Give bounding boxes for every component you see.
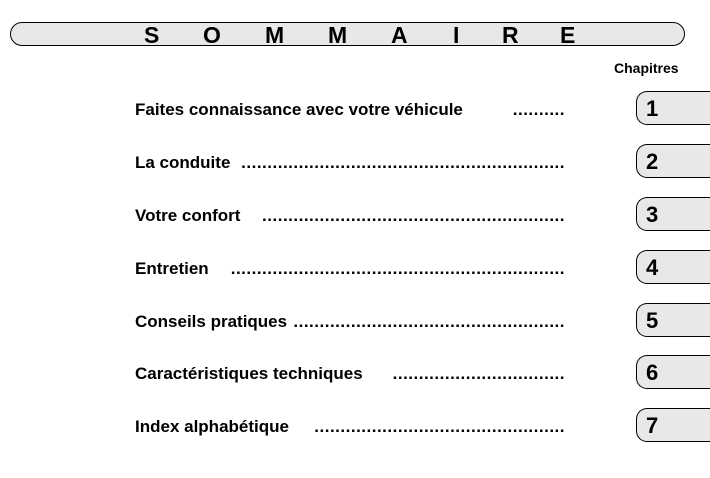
toc-entry-label[interactable]: Index alphabétique xyxy=(135,417,289,436)
toc-entry[interactable] xyxy=(0,308,710,348)
title-letter: S xyxy=(144,22,160,48)
toc-dot-leader: .......... xyxy=(512,100,565,119)
toc-dot-leader: .......................................................... xyxy=(262,206,565,225)
title-letter: I xyxy=(453,22,460,48)
toc-entry-label[interactable]: Caractéristiques techniques xyxy=(135,364,363,383)
title-letter: M xyxy=(265,22,285,48)
toc-entry[interactable] xyxy=(0,413,710,453)
chapter-number: 7 xyxy=(646,413,659,438)
toc-dot-leader: .................................................... xyxy=(293,312,565,331)
toc-entry-label[interactable]: Votre confort xyxy=(135,206,241,225)
chapter-tab[interactable] xyxy=(636,250,710,284)
chapter-number: 4 xyxy=(646,255,659,280)
toc-entry[interactable] xyxy=(0,96,710,136)
toc-entry[interactable] xyxy=(0,202,710,242)
toc-entry-label[interactable]: Faites connaissance avec votre véhicule xyxy=(135,100,463,119)
chapters-column-header: Chapitres xyxy=(614,60,679,76)
toc-dot-leader: .............................................................. xyxy=(241,153,565,172)
toc-entry-label[interactable]: Conseils pratiques xyxy=(135,312,288,331)
chapter-number: 6 xyxy=(646,360,659,385)
chapter-tab[interactable] xyxy=(636,303,710,337)
title-letter: O xyxy=(203,22,221,48)
chapter-tab[interactable] xyxy=(636,91,710,125)
title-banner xyxy=(10,22,685,46)
toc-entry[interactable] xyxy=(0,255,710,295)
chapter-number: 1 xyxy=(646,96,659,121)
toc-entry[interactable] xyxy=(0,360,710,400)
toc-dot-leader: ................................. xyxy=(392,364,565,383)
title-letter: M xyxy=(328,22,348,48)
chapter-tab[interactable] xyxy=(636,355,710,389)
toc-entry[interactable] xyxy=(0,149,710,189)
toc-dot-leader: ................................................................ xyxy=(230,259,565,278)
title-letter: R xyxy=(502,22,519,48)
chapter-number: 3 xyxy=(646,202,659,227)
title-letter: E xyxy=(560,22,576,48)
chapter-number: 5 xyxy=(646,308,659,333)
title-letter: A xyxy=(391,22,408,48)
chapter-number: 2 xyxy=(646,149,659,174)
toc-entry-label[interactable]: Entretien xyxy=(135,259,209,278)
toc-entry-label[interactable]: La conduite xyxy=(135,153,231,172)
toc-dot-leader: ................................................ xyxy=(314,417,565,436)
chapter-tab[interactable] xyxy=(636,408,710,442)
chapter-tab[interactable] xyxy=(636,197,710,231)
chapter-tab[interactable] xyxy=(636,144,710,178)
